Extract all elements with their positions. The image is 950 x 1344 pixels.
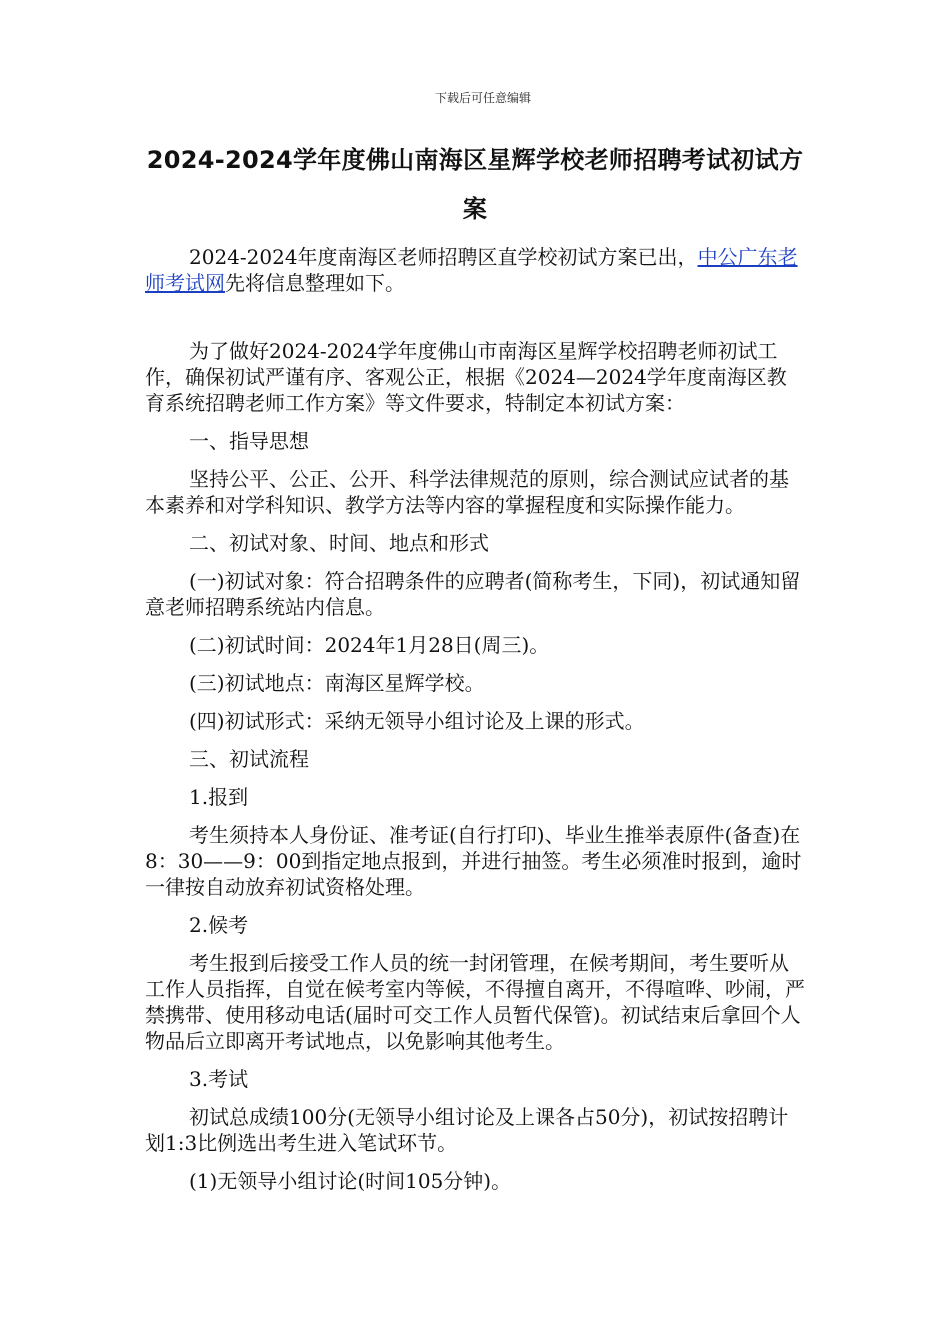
purpose-paragraph: 为了做好2024-2024学年度佛山市南海区星辉学校招聘老师初试工作，确保初试严谨有序、客观公正，根据《2024—2024学年度南海区教育系统招聘老师工作方案》等文件要求，特制定本初试方案： [145,339,787,415]
subsection-heading: 1.报到 [189,785,249,809]
document-title: 2024-2024学年度佛山南海区星辉学校老师招聘考试初试方案 [146,146,804,223]
body-paragraph: (一)初试对象：符合招聘条件的应聘者(简称考生，下同)，初试通知留意老师招聘系统站内信息。 [145,569,801,619]
body-paragraph: 考生报到后接受工作人员的统一封闭管理，在候考期间，考生要听从工作人员指挥，自觉在候考室内等候，不得擅自离开，不得喧哗、吵闹，严禁携带、使用移动电话(届时可交工作人员暂代保管)。初试结束后拿回个人物品后立即离开考试地点，以免影响其他考生。 [145,951,805,1053]
source-link[interactable]: 中公广东老师考试网 [145,245,798,295]
subsection-heading: 2.候考 [189,913,249,937]
intro-text-end: 先将信息整理如下。 [225,271,405,295]
section-heading: 一、指导思想 [189,429,309,453]
body-paragraph: (三)初试地点：南海区星辉学校。 [189,671,485,695]
body-paragraph: 坚持公平、公正、公开、科学法律规范的原则，综合测试应试者的基本素养和对学科知识、教学方法等内容的掌握程度和实际操作能力。 [145,467,789,517]
body-paragraph: 考生须持本人身份证、准考证(自行打印)、毕业生推举表原件(备查)在8：30——9：00到指定地点报到，并进行抽签。考生必须准时报到，逾时一律按自动放弃初试资格处理。 [145,823,802,899]
document-body [145,244,805,1206]
body-paragraph: (二)初试时间：2024年1月28日(周三)。 [189,633,550,657]
body-paragraph: 初试总成绩100分(无领导小组讨论及上课各占50分)，初试按招聘计划1:3比例选出考生进入笔试环节。 [145,1105,789,1155]
intro-text: 2024-2024年度南海区老师招聘区直学校初试方案已出， [189,245,698,269]
subsection-heading: 3.考试 [189,1067,249,1091]
body-paragraph: (四)初试形式：采纳无领导小组讨论及上课的形式。 [189,709,645,733]
section-heading: 三、初试流程 [189,747,309,771]
header-note: 下载后可任意编辑 [434,91,531,105]
body-paragraph: (1)无领导小组讨论(时间105分钟)。 [189,1169,512,1193]
intro-paragraph [145,244,805,296]
section-heading: 二、初试对象、时间、地点和形式 [189,531,489,555]
